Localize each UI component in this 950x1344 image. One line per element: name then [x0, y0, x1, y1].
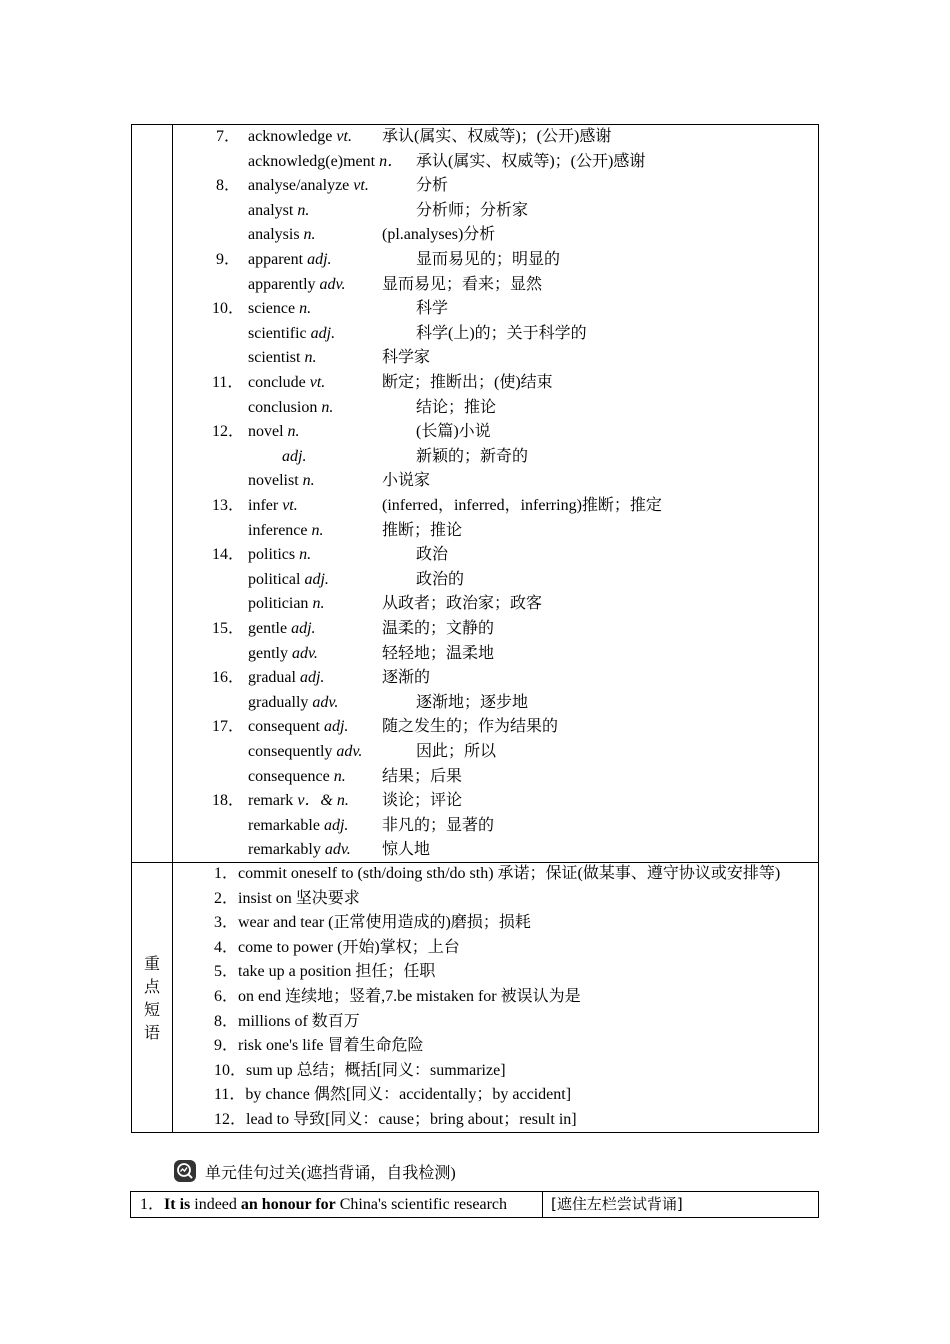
vocab-word [248, 248, 332, 272]
vocab-word-text: remarkable [248, 816, 320, 834]
vocab-pos: n. [311, 521, 324, 539]
vocab-word-text: consequence [248, 767, 330, 785]
phrase-item: 12．lead to 导致[同义：cause；bring about；result in] [214, 1111, 577, 1128]
vocab-word-text: conclusion [248, 398, 318, 416]
vocab-word [248, 469, 315, 493]
vocab-definition: 断定；推断出；(使)结束 [382, 374, 553, 391]
vocab-pos: adv. [319, 275, 346, 293]
vocab-definition: 小说家 [382, 472, 431, 490]
vocab-pos: n. [299, 546, 312, 564]
vocab-word [248, 666, 324, 690]
vocab-definition: 科学 [416, 300, 449, 318]
vocab-definition: 政治 [416, 546, 449, 564]
phrase-item: 9．risk one's life 冒着生命危险 [214, 1037, 424, 1055]
vocab-definition: 非凡的；显著的 [382, 816, 495, 834]
section-heading-text: 单元佳句过关(遮挡背诵，自我检测) [205, 1164, 456, 1182]
vocab-word [248, 814, 348, 838]
sentence-bold-2: an honour for [240, 1196, 336, 1213]
vocab-word [248, 150, 403, 174]
vocab-definition: 惊人地 [382, 841, 431, 859]
vocab-number: 10． [212, 300, 245, 318]
phrase-item: 2．insist on 坚决要求 [214, 889, 360, 907]
vocab-word-text: science [248, 300, 296, 318]
vocab-number: 9． [216, 251, 241, 268]
vocab-pos: adv. [312, 693, 339, 711]
vocab-word-text: consequent [248, 718, 320, 736]
vocab-word [248, 691, 338, 715]
vocab-pos: n. [303, 226, 316, 244]
vocab-word-text: novelist [248, 472, 299, 490]
vocab-word-text: political [248, 570, 301, 588]
sentence-text-1: indeed [190, 1196, 241, 1213]
vocab-number: 8． [216, 177, 241, 195]
vocab-definition: 科学家 [382, 349, 431, 367]
search-badge-icon [173, 1159, 197, 1183]
phrases-label-cell [132, 863, 173, 1132]
vocab-word [248, 199, 309, 223]
sentence-table [130, 1191, 819, 1218]
vocab-word-text: infer [248, 497, 279, 514]
vocab-word [248, 789, 349, 813]
vocab-pos: adj. [323, 816, 349, 834]
vocab-word-text: scientist [248, 349, 301, 367]
vocab-word-text: gentle [248, 620, 288, 637]
vocab-definition: 结果；后果 [382, 767, 463, 785]
vocab-word-text: analyse/analyze [248, 177, 350, 195]
vocab-pos: adj. [304, 570, 329, 588]
section-heading [173, 1156, 456, 1186]
vocab-definition: 新颖的；新奇的 [416, 447, 529, 465]
vocab-definition: 逐渐的 [382, 669, 431, 687]
vocab-word-text: analysis [248, 226, 300, 244]
vocab-word-text: remark [248, 792, 294, 810]
vocab-definition: 显而易见；看来；显然 [382, 275, 543, 293]
vocab-pos: n． [379, 152, 404, 170]
vocab-definition: 承认(属实、权威等)；(公开)感谢 [382, 128, 612, 145]
phrase-item: 5．take up a position 担任；任职 [214, 963, 436, 981]
vocab-word [248, 740, 362, 764]
vocab-word-text: acknowledge [248, 128, 333, 145]
vocab-word-text: consequently [248, 743, 333, 760]
vocab-number: 13． [212, 497, 245, 514]
vocab-pos: vt. [353, 177, 369, 195]
vocab-word [248, 592, 324, 616]
vocab-number: 11． [212, 374, 244, 391]
sentence-text-2: China's scientific research [335, 1196, 508, 1213]
vocab-word-text: gradually [248, 693, 309, 711]
vocab-word-text: acknowledg(e)ment [248, 152, 376, 170]
phrase-item: 3．wear and tear (正常使用造成的)磨损；损耗 [214, 914, 531, 932]
phrase-item: 10．sum up 总结；概括[同义：summarize] [214, 1061, 506, 1079]
vocab-number: 18． [212, 792, 245, 810]
vocab-pos: n. [299, 300, 312, 318]
vocab-word [248, 174, 369, 198]
vocab-definition: 承认(属实、权威等)；(公开)感谢 [416, 152, 646, 170]
vocab-definition: 因此；所以 [416, 743, 497, 760]
vocab-word [248, 519, 324, 543]
vocab-word [248, 765, 346, 789]
vocab-definition: 分析 [416, 177, 449, 195]
vocab-number: 14． [212, 546, 245, 564]
vocab-definition: 科学(上)的；关于科学的 [416, 324, 587, 342]
vocab-pos: adj. [299, 669, 325, 687]
phrase-item: 4．come to power (开始)掌权；上台 [214, 938, 460, 956]
vocab-word [248, 322, 335, 346]
phrase-item: 1．commit oneself to (sth/doing sth/do sth) 承诺；保证(做某事、遵守协议或安排等) [214, 865, 781, 882]
vocab-pos: n. [302, 472, 315, 490]
vocab-word [248, 568, 329, 592]
sentence-hint: [遮住左栏尝试背诵] [551, 1195, 683, 1213]
vocab-label-cell [132, 125, 173, 862]
vocab-word [248, 543, 311, 567]
vocab-word-text: apparent [248, 251, 304, 268]
vocab-number: 16． [212, 669, 245, 687]
vocab-number: 7． [216, 128, 241, 145]
vocab-pos: adj. [310, 324, 336, 342]
vocab-definition: 逐渐地；逐步地 [416, 693, 529, 711]
vocab-word [248, 396, 333, 420]
vocab-pos: adj. [323, 718, 349, 736]
vocab-pos: n. [297, 201, 310, 219]
vocab-word-text: remarkably [248, 841, 321, 859]
vocab-word [248, 838, 351, 862]
vocab-pos: adv. [324, 841, 351, 859]
vocab-word [248, 371, 325, 395]
vocab-word-text: analyst [248, 201, 294, 219]
vocab-word-text: politician [248, 595, 309, 613]
vocab-word [248, 273, 345, 297]
vocab-pos: adj. [307, 251, 332, 268]
vocab-definition: 随之发生的；作为结果的 [382, 718, 559, 736]
vocab-definition: 谈论；评论 [382, 792, 463, 810]
vocab-definition: 从政者；政治家；政客 [382, 595, 543, 613]
vocab-word [248, 617, 316, 641]
vocab-word [282, 445, 306, 469]
vocab-word-text: apparently [248, 275, 316, 293]
vocab-definition: 显而易见的；明显的 [416, 251, 561, 268]
vocabulary-table [131, 124, 819, 1133]
vocab-word [248, 346, 316, 370]
vocab-pos: adv. [292, 644, 318, 662]
vocab-number: 17． [212, 718, 245, 736]
vocab-word-text: politics [248, 546, 296, 564]
phrase-item: 8．millions of 数百万 [214, 1012, 360, 1030]
phrase-item: 6．on end 连续地；竖着,7.be mistaken for 被误认为是 [214, 988, 581, 1005]
vocab-definition: 政治的 [416, 570, 465, 588]
vocab-pos: n. [312, 595, 325, 613]
sentence-cell [131, 1192, 543, 1217]
vocab-word-text: inference [248, 521, 308, 539]
vocab-number: 12． [212, 423, 245, 441]
phrase-item: 11．by chance 偶然[同义：accidentally；by accident] [214, 1086, 572, 1104]
vocab-word-text: conclude [248, 374, 306, 391]
sentence-number: 1． [140, 1196, 165, 1213]
vocab-pos: v．& n. [297, 792, 349, 810]
vocab-pos: adj. [291, 620, 316, 637]
vocab-pos: adj. [282, 447, 307, 465]
vocab-pos: n. [287, 423, 300, 441]
vocab-definition: (长篇)小说 [416, 423, 491, 441]
vocab-word-text: gradual [248, 669, 296, 687]
vocab-word-text: gently [248, 644, 288, 662]
vocab-number: 15． [212, 620, 245, 637]
vocab-word-text: scientific [248, 324, 307, 342]
vocab-definition: (pl.analyses)分析 [382, 226, 496, 244]
vocab-pos: vt. [336, 128, 352, 145]
vocab-word [248, 420, 300, 444]
vocab-definition: 轻轻地；温柔地 [382, 644, 495, 662]
vocab-pos: n. [333, 767, 346, 785]
vocab-definition: 结论；推论 [416, 398, 497, 416]
vocab-word [248, 297, 311, 321]
vocab-pos: adv. [336, 743, 363, 760]
vocab-pos: vt. [309, 374, 326, 391]
vocab-definition: 温柔的；文静的 [382, 620, 495, 637]
vocab-word [248, 125, 352, 149]
vocab-word [248, 642, 318, 666]
phrases-label: 重点短语 [143, 953, 160, 1042]
vocab-word [248, 223, 316, 247]
vocab-word-text: novel [248, 423, 284, 441]
vocab-definition: 分析师；分析家 [416, 201, 529, 219]
sentence-bold-1: It is [164, 1196, 191, 1213]
vocab-definition: (inferred，inferred，inferring)推断；推定 [382, 497, 662, 514]
vocab-pos: vt. [282, 497, 298, 514]
vocab-pos: n. [304, 349, 317, 367]
vocab-word [248, 494, 298, 518]
vocab-pos: n. [321, 398, 334, 416]
vocab-definition: 推断；推论 [382, 521, 463, 539]
vocab-word [248, 715, 348, 739]
